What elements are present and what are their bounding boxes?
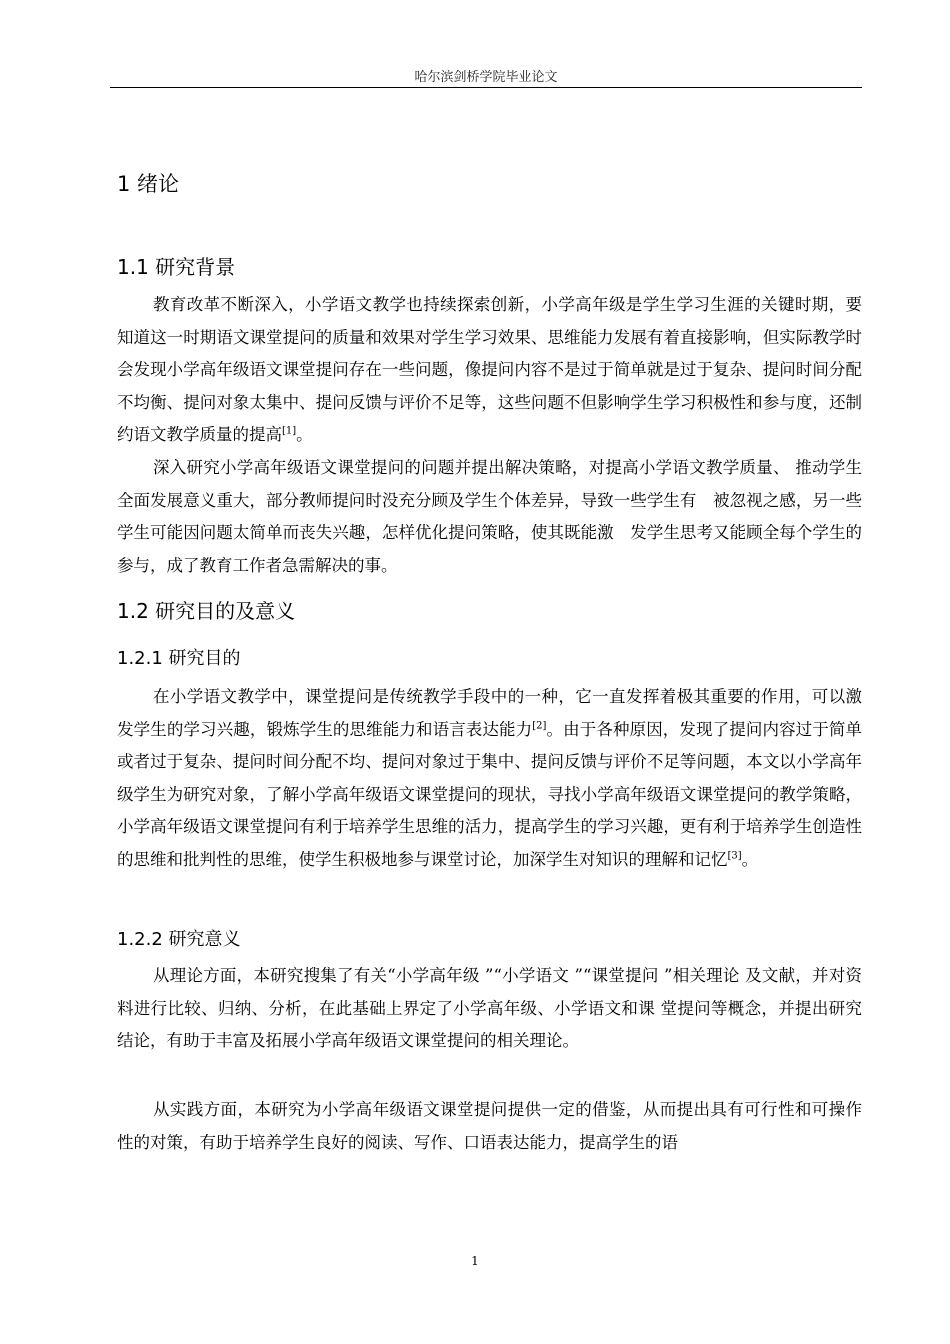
running-header: 哈尔滨剑桥学院毕业论文 [414, 70, 558, 85]
header-rule [110, 87, 862, 88]
paragraph-tail: 。 [296, 425, 313, 444]
paragraph-text: 教育改革不断深入，小学语文教学也持续探索创新，小学高年级是学生学习生涯的关键时期，要知道这一时期语文课堂提问的质量和效果对学生学习效果、思维能力发展有着直接影响，但实际教学时会发现小学高年级语文课堂提问存在一些问题，像提问内容不是过于简单就是过于复杂、提问时间分配不均衡、提问对象太集中、提问反馈与评价不足等，这些问题不但影响学生学习积极性和参与度，还制约语文教学质量的提高 [117, 295, 862, 444]
citation-ref: [2] [532, 720, 547, 731]
paragraph-background-2 [117, 452, 862, 582]
citation-ref: [3] [727, 850, 742, 861]
paragraph-text-continued: 。由于各种原因，发现了提问内容过于简单或者过于复杂、提问时间分配不均、提问对象过于集中、提问反馈与评价不足等问题，本文以小学高年级学生为研究对象，了解小学高年级语文课堂提问的现状，寻找小学高年级语文课堂提问的教学策略，小学高年级语文课堂提问有利于培养学生思维的活力，提高学生的学习兴趣，更有利于培养学生创造性的思维和批判性的思维，使学生积极地参与课堂讨论，加深学生对知识的理解和记忆 [117, 719, 863, 869]
paragraph-aim [117, 681, 862, 876]
citation-ref: [1] [282, 425, 297, 437]
paragraph-tail: 。 [741, 849, 759, 869]
section-heading-1-1: 1.1 研究背景 [117, 255, 236, 279]
section-heading-1-2-1: 1.2.1 研究目的 [117, 648, 241, 669]
section-heading-1-2: 1.2 研究目的及意义 [117, 599, 296, 623]
paragraph-text: 深入研究小学高年级语文课堂提问的问题并提出解决策略，对提高小学语文教学质量、 推动学生全面发展意义重大，部分教师提问时没充分顾及学生个体差异，导致一些学生有 被忽视之感，另一些学生可能因问题太简单而丧失兴趣，怎样优化提问策略，使其既能激 发学生思考又能顾全每个学生的参与，成了教育工作者急需解决的事。 [117, 458, 862, 575]
paragraph-background-1 [117, 289, 862, 452]
paragraph-significance-1 [117, 960, 862, 1058]
chapter-title: 1 绪论 [117, 172, 180, 196]
paragraph-text: 在小学语文教学中，课堂提问是传统教学手段中的一种，它一直发挥着极其重要的作用，可以激发学生的学习兴趣，锻炼学生的思维能力和语言表达能力 [117, 687, 862, 739]
page-number: 1 [471, 1254, 479, 1268]
section-heading-1-2-2: 1.2.2 研究意义 [117, 929, 241, 950]
paragraph-text: 从实践方面，本研究为小学高年级语文课堂提问提供一定的借鉴，从而提出具有可行性和可操作性的对策，有助于培养学生良好的阅读、写作、口语表达能力，提高学生的语 [117, 1100, 862, 1152]
paragraph-text: 从理论方面，本研究搜集了有关“小学高年级 ”“小学语文 ”“课堂提问 ”相关理论 及文献，并对资料进行比较、归纳、分析，在此基础上界定了小学高年级、小学语文和课 堂提问等概念，并提出研究结论，有助于丰富及拓展小学高年级语文课堂提问的相关理论。 [117, 966, 862, 1050]
paragraph-significance-2 [117, 1094, 862, 1159]
